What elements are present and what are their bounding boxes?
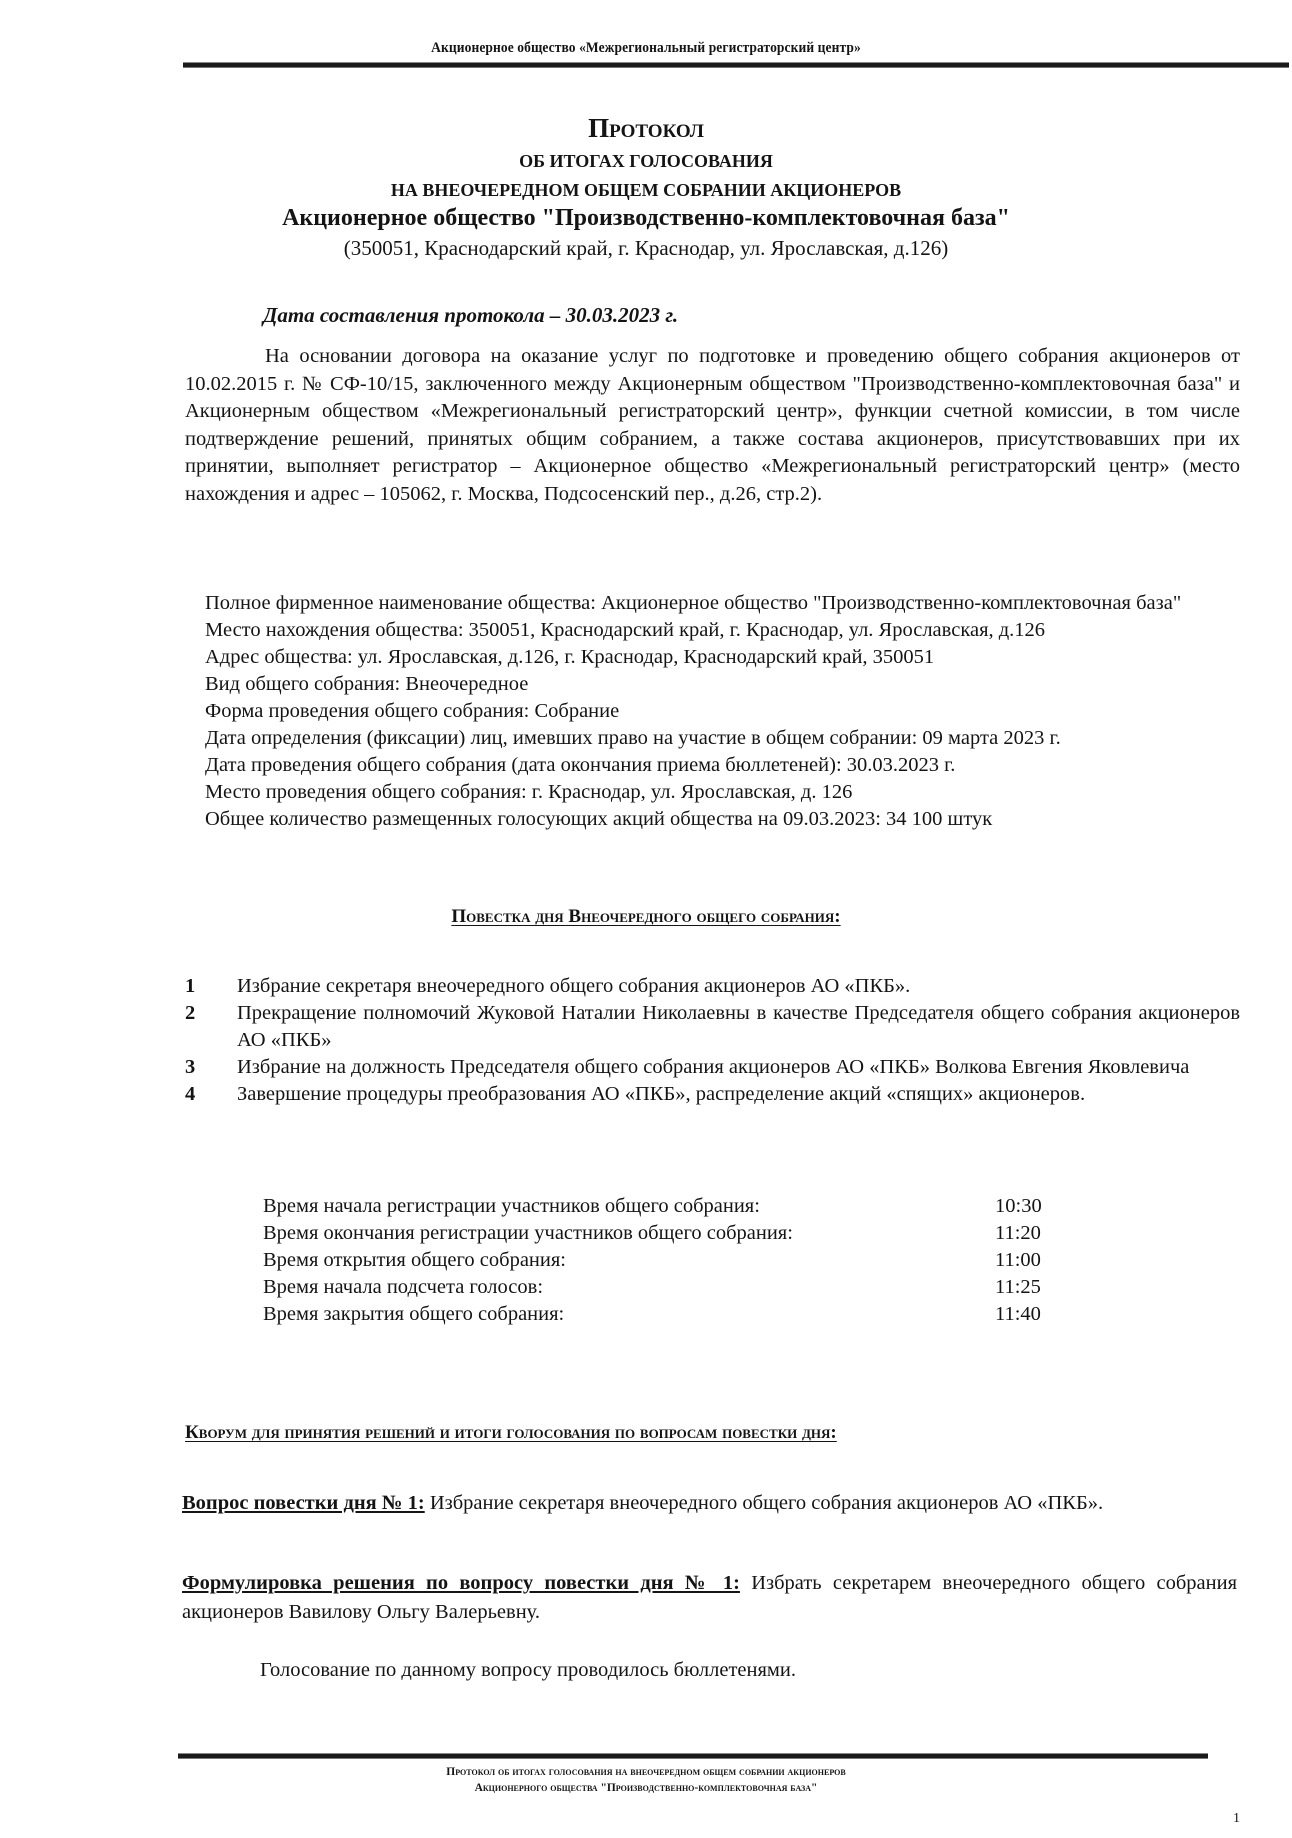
header-rule	[183, 62, 1289, 68]
agenda-item	[185, 1054, 1240, 1081]
decision-label: Формулировка решения по вопросу повестки дня № 1:	[182, 1572, 740, 1594]
meeting-times	[263, 1193, 1042, 1328]
time-value: 11:20	[995, 1222, 1041, 1244]
page-number: 1	[1233, 1811, 1240, 1826]
info-shares-total: Общее количество размещенных голосующих акций общества на 09.03.2023: 34 100 штук	[205, 808, 993, 830]
time-row	[263, 1301, 1042, 1328]
agenda-item-text: Прекращение полномочий Жуковой Наталии Николаевны в качестве Председателя общего собрания акционеров АО «ПКБ»	[237, 1002, 1240, 1051]
registrar-header: Акционерное общество «Межрегиональный регистраторский центр»	[431, 40, 861, 56]
time-row	[263, 1247, 1042, 1274]
agenda-item-text: Избрание секретаря внеочередного общего собрания акционеров АО «ПКБ».	[237, 975, 911, 997]
time-value: 10:30	[995, 1195, 1042, 1217]
info-meeting-date: Дата проведения общего собрания (дата окончания приема бюллетеней): 30.03.2023 г.	[205, 754, 956, 776]
agenda-item	[185, 1000, 1240, 1054]
agenda-item-number: 1	[185, 975, 196, 997]
time-value: 11:40	[995, 1303, 1041, 1325]
agenda-list	[185, 973, 1240, 1108]
time-label: Время закрытия общего собрания:	[263, 1303, 565, 1325]
info-record-date: Дата определения (фиксации) лиц, имевших право на участие в общем собрании: 09 марта 2023 г.	[205, 727, 1061, 749]
question-text: Избрание секретаря внеочередного общего собрания акционеров АО «ПКБ».	[424, 1492, 1104, 1514]
document-subtitle-1: ОБ ИТОГАХ ГОЛОСОВАНИЯ	[519, 151, 773, 171]
time-label: Время окончания регистрации участников общего собрания:	[263, 1222, 793, 1244]
agenda-item-text: Избрание на должность Председателя общего собрания акционеров АО «ПКБ» Волкова Евгения Яковлевича	[237, 1056, 1190, 1078]
agenda-item	[185, 1081, 1240, 1108]
organization-name: Акционерное общество "Производственно-комплектовочная база"	[282, 205, 1010, 231]
agenda-item	[185, 973, 1240, 1000]
company-info	[205, 590, 1255, 833]
info-meeting-form: Форма проведения общего собрания: Собрание	[205, 700, 620, 722]
document-title: Протокол	[588, 113, 704, 143]
voting-method: Голосование по данному вопросу проводилось бюллетенями.	[260, 1659, 796, 1681]
footer-line-1: Протокол об итогах голосования на внеочередном общем собрании акционеров	[446, 1766, 846, 1778]
organization-address: (350051, Краснодарский край, г. Краснодар, ул. Ярославская, д.126)	[343, 236, 949, 260]
info-address: Адрес общества: ул. Ярославская, д.126, г. Краснодар, Краснодарский край, 350051	[205, 646, 935, 668]
quorum-section-title: Кворум для принятия решений и итоги голосования по вопросам повестки дня:	[185, 1422, 837, 1443]
agenda-item-text: Завершение процедуры преобразования АО «ПКБ», распределение акций «спящих» акционеров.	[237, 1083, 1086, 1105]
info-full-name: Полное фирменное наименование общества: Акционерное общество "Производственно-комплектовочная база"	[205, 592, 1182, 614]
footer-line-2: Акционерного общества "Производственно-комплектовочная база"	[474, 1782, 818, 1794]
time-row	[263, 1274, 1042, 1301]
decision-wording-1	[182, 1569, 1237, 1627]
footer-rule	[178, 1753, 1208, 1759]
agenda-title: Повестка дня Внеочередного общего собрания:	[451, 906, 841, 927]
document-subtitle-2: НА ВНЕОЧЕРЕДНОМ ОБЩЕМ СОБРАНИИ АКЦИОНЕРОВ	[390, 180, 902, 200]
time-value: 11:00	[995, 1249, 1041, 1271]
info-location: Место нахождения общества: 350051, Краснодарский край, г. Краснодар, ул. Ярославская, д.126	[205, 619, 1046, 641]
info-meeting-type: Вид общего собрания: Внеочередное	[205, 673, 529, 695]
time-value: 11:25	[995, 1276, 1041, 1298]
decision-text: Избрать секретарем внеочередного общего собрания акционеров Вавилову Ольгу Валерьевну.	[182, 1572, 1238, 1623]
protocol-date: Дата составления протокола – 30.03.2023 г.	[263, 303, 679, 327]
time-label: Время начала подсчета голосов:	[263, 1276, 544, 1298]
time-row	[263, 1220, 1042, 1247]
time-label: Время открытия общего собрания:	[263, 1249, 566, 1271]
question-label: Вопрос повестки дня № 1:	[182, 1492, 425, 1514]
agenda-item-number: 4	[185, 1083, 196, 1105]
agenda-item-number: 3	[185, 1056, 196, 1078]
info-meeting-place: Место проведения общего собрания: г. Краснодар, ул. Ярославская, д. 126	[205, 781, 853, 803]
agenda-question-1	[182, 1489, 1237, 1518]
agenda-item-number: 2	[185, 1002, 196, 1024]
time-row	[263, 1193, 1042, 1220]
time-label: Время начала регистрации участников общего собрания:	[263, 1195, 760, 1217]
intro-paragraph: На основании договора на оказание услуг по подготовке и проведению общего собрания акционеров от 10.02.2015 г. № СФ-10/15, заключенного между Акционерным обществом "Производственно-комплектовочная база" и Акционерным обществом «Межрегиональный регистраторский центр», функции счетной комиссии, в том числе подтверждение решений, принятых общим собранием, а также состава акционеров, присутствовавших при их принятии, выполняет регистратор – Акционерное общество «Межрегиональный регистраторский центр» (место нахождения и адрес – 105062, г. Москва, Подсосенский пер., д.26, стр.2).	[185, 345, 1240, 505]
